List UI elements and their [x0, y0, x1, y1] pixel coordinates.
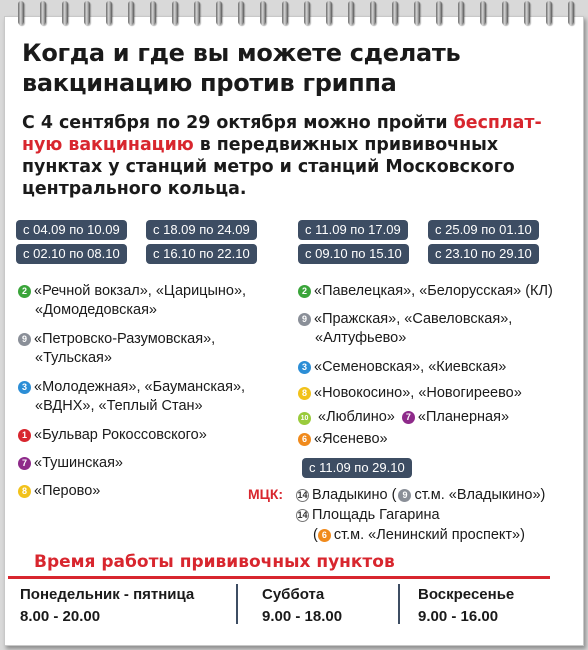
station-names: ( [313, 527, 318, 543]
station-item [18, 482, 100, 501]
station-names: «Тушинская» [34, 455, 123, 471]
title-line-2: вакцинацию против гриппа [22, 69, 397, 97]
station-names: «Павелецкая», «Белорусская» (КЛ) [314, 283, 553, 299]
period-badge: с 04.09 по 10.09 [16, 220, 127, 240]
period-badge: с 23.10 по 29.10 [428, 244, 539, 264]
station-names: «Алтуфьево» [315, 330, 407, 346]
line-3-icon: 3 [298, 361, 311, 374]
station-item [296, 486, 545, 505]
mck-station-list [296, 486, 578, 548]
station-item [296, 506, 440, 525]
hours-label: Воскресенье [418, 586, 515, 603]
station-names: «Молодежная», «Бауманская», [34, 379, 246, 395]
hours-divider-bar [8, 576, 550, 579]
line-9-icon: 9 [298, 313, 311, 326]
lead-text-2: в передвижных прививочных пунктах у станций метро и станций Московского центрального кольца. [22, 135, 515, 199]
station-item [18, 454, 123, 473]
column-divider [398, 584, 400, 624]
period-badge: с 11.09 по 17.09 [298, 220, 408, 240]
mck-label: МЦК: [248, 486, 284, 502]
station-item [298, 358, 506, 377]
period-badge: с 16.10 по 22.10 [146, 244, 257, 264]
spiral-binding [18, 0, 578, 30]
hours-time: 8.00 - 20.00 [20, 608, 101, 625]
station-names: «Бульвар Рокоссовского» [34, 427, 207, 443]
station-names: «Ясенево» [314, 431, 388, 447]
station-names: «Тульская» [35, 350, 112, 366]
line-2-icon: 2 [298, 285, 311, 298]
station-item [298, 384, 522, 403]
hours-time: 9.00 - 16.00 [418, 608, 499, 625]
line-7-icon: 7 [18, 457, 31, 470]
hours-title: Время работы прививочных пунктов [34, 552, 395, 572]
station-names: Владыкино ( [312, 487, 397, 503]
line-6-icon: 6 [298, 433, 311, 446]
hours-sunday [418, 584, 514, 628]
line-9-icon: 9 [398, 489, 411, 502]
station-item [298, 282, 553, 301]
title-line-1: Когда и где вы можете сделать [22, 39, 461, 67]
hours-saturday [262, 584, 342, 628]
period-badge: с 18.09 по 24.09 [146, 220, 257, 240]
station-names: «Люблино» [318, 409, 395, 425]
lead-paragraph [22, 112, 570, 200]
page-title [22, 38, 562, 98]
station-names: «Речной вокзал», «Царицыно», [34, 283, 247, 299]
station-item [18, 330, 215, 349]
station-names: «Домодедовская» [35, 302, 157, 318]
hours-time: 9.00 - 18.00 [262, 608, 343, 625]
station-names: «Планерная» [417, 409, 510, 425]
station-item [298, 408, 509, 427]
line-1-icon: 1 [18, 429, 31, 442]
line-10-icon: 10 [298, 412, 311, 425]
line-8-icon: 8 [298, 387, 311, 400]
lead-highlight: бесплат-ную вакцинацию [22, 113, 542, 155]
station-names: Площадь Гагарина [312, 507, 440, 523]
station-names: «Пражская», «Савеловская», [314, 311, 513, 327]
line-6-icon: 6 [318, 529, 331, 542]
station-item [298, 310, 512, 329]
line-2-icon: 2 [18, 285, 31, 298]
period-badge: с 02.10 по 08.10 [16, 244, 127, 264]
station-item [18, 426, 207, 445]
hours-label: Понедельник - пятница [20, 586, 195, 603]
hours-label: Суббота [262, 586, 325, 603]
station-names: «Новокосино», «Новогиреево» [314, 385, 522, 401]
station-item [313, 526, 525, 545]
column-divider [236, 584, 238, 624]
line-14-icon: 14 [297, 490, 308, 500]
station-item [18, 378, 245, 397]
station-names: ст.м. «Ленинский проспект») [333, 527, 525, 543]
line-9-icon: 9 [18, 333, 31, 346]
period-badge: с 11.09 по 29.10 [302, 458, 412, 478]
lead-text-1: С 4 сентября по 29 октября можно пройти [22, 113, 454, 133]
right-station-list [298, 282, 578, 452]
station-names: «Петровско-Разумовская», [34, 331, 216, 347]
period-badge: с 25.09 по 01.10 [428, 220, 539, 240]
left-station-list [18, 282, 288, 512]
station-names: «Перово» [34, 483, 101, 499]
hours-weekdays [20, 584, 194, 628]
line-8-icon: 8 [18, 485, 31, 498]
line-14-icon: 14 [297, 510, 308, 520]
station-names: «ВДНХ», «Теплый Стан» [35, 398, 203, 414]
station-names: «Семеновская», «Киевская» [314, 359, 507, 375]
station-item [18, 282, 246, 301]
station-names: ст.м. «Владыкино») [414, 487, 546, 503]
period-badge: с 09.10 по 15.10 [298, 244, 409, 264]
line-7-icon: 7 [402, 411, 415, 424]
line-3-icon: 3 [18, 381, 31, 394]
station-item [298, 430, 388, 449]
